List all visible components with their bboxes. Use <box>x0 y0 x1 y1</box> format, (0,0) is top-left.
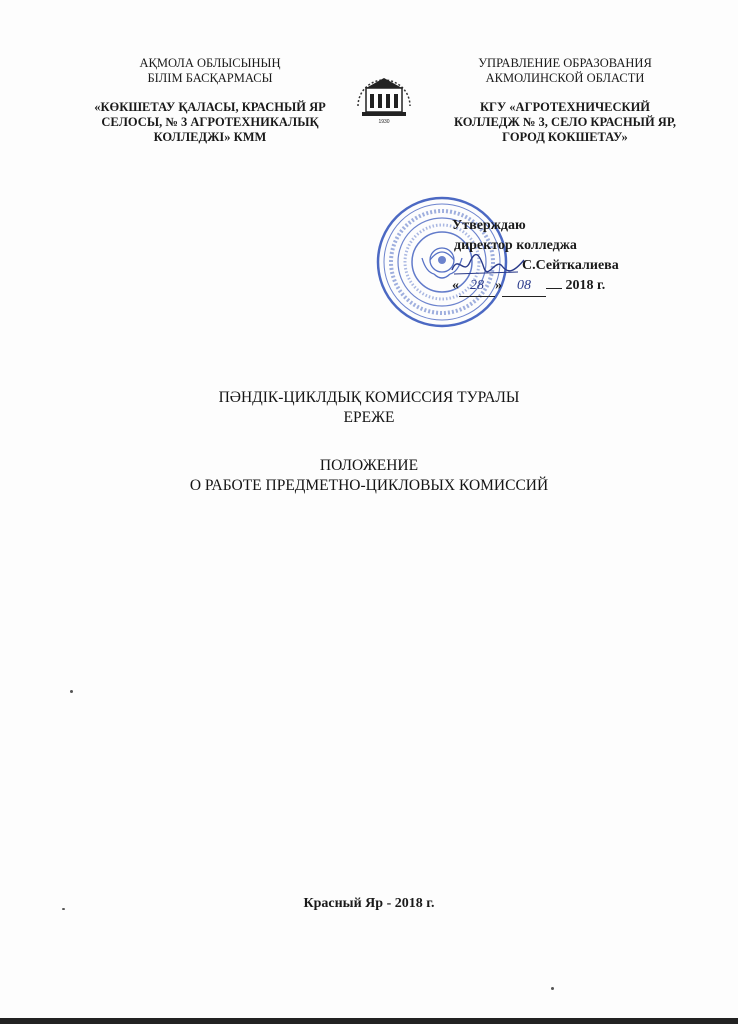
emblem-year-text: 1930 <box>378 119 390 125</box>
header-right-line1: УПРАВЛЕНИЕ ОБРАЗОВАНИЯ <box>478 56 652 70</box>
title-kazakh <box>0 388 738 428</box>
approval-line2: директор колледжа <box>454 238 577 253</box>
approval-line1: Утверждаю <box>452 218 526 233</box>
date-quote-close: » <box>495 278 502 293</box>
scan-bottom-edge <box>0 1018 738 1024</box>
header-left-line1: АҚМОЛА ОБЛЫСЫНЫҢ <box>139 56 281 70</box>
date-year: 2018 г. <box>565 278 606 293</box>
footer-place-year: Красный Яр - 2018 г. <box>303 896 435 911</box>
college-emblem-logo <box>352 66 416 130</box>
approval-date <box>452 276 619 297</box>
header-left-line5: КОЛЛЕДЖІ» КММ <box>153 130 267 144</box>
header-left-line3: «КӨКШЕТАУ ҚАЛАСЫ, КРАСНЫЙ ЯР <box>94 100 326 114</box>
title-russian <box>0 456 738 496</box>
date-month: 08 <box>502 276 546 297</box>
title-russian-line1: ПОЛОЖЕНИЕ <box>319 457 419 474</box>
header-right-line3: КГУ «АГРОТЕХНИЧЕСКИЙ <box>479 100 651 114</box>
header-right <box>430 56 700 145</box>
header-left-line4: СЕЛОСЫ, № 3 АГРОТЕХНИКАЛЫҚ <box>101 115 319 129</box>
date-quote-open: « <box>452 278 459 293</box>
title-kazakh-line2: ЕРЕЖЕ <box>343 409 395 426</box>
scan-speck <box>551 987 554 990</box>
header-left-line2: БІЛІМ БАСҚАРМАСЫ <box>147 71 273 85</box>
header-right-line5: ГОРОД КОКШЕТАУ» <box>502 130 628 144</box>
title-russian-line2: О РАБОТЕ ПРЕДМЕТНО-ЦИКЛОВЫХ КОМИССИЙ <box>189 477 549 494</box>
scan-speck <box>70 690 73 693</box>
date-day: 28 <box>459 276 495 297</box>
scan-speck <box>62 908 65 910</box>
approval-director-name: С.Сейткалиева <box>522 258 619 273</box>
header-right-line4: КОЛЛЕДЖ № 3, СЕЛО КРАСНЫЙ ЯР, <box>453 115 677 129</box>
header-left <box>60 56 360 145</box>
header-right-line2: АКМОЛИНСКОЙ ОБЛАСТИ <box>485 71 645 85</box>
title-kazakh-line1: ПӘНДІК-ЦИКЛДЫҚ КОМИССИЯ ТУРАЛЫ <box>218 389 520 406</box>
approval-block <box>452 216 619 297</box>
